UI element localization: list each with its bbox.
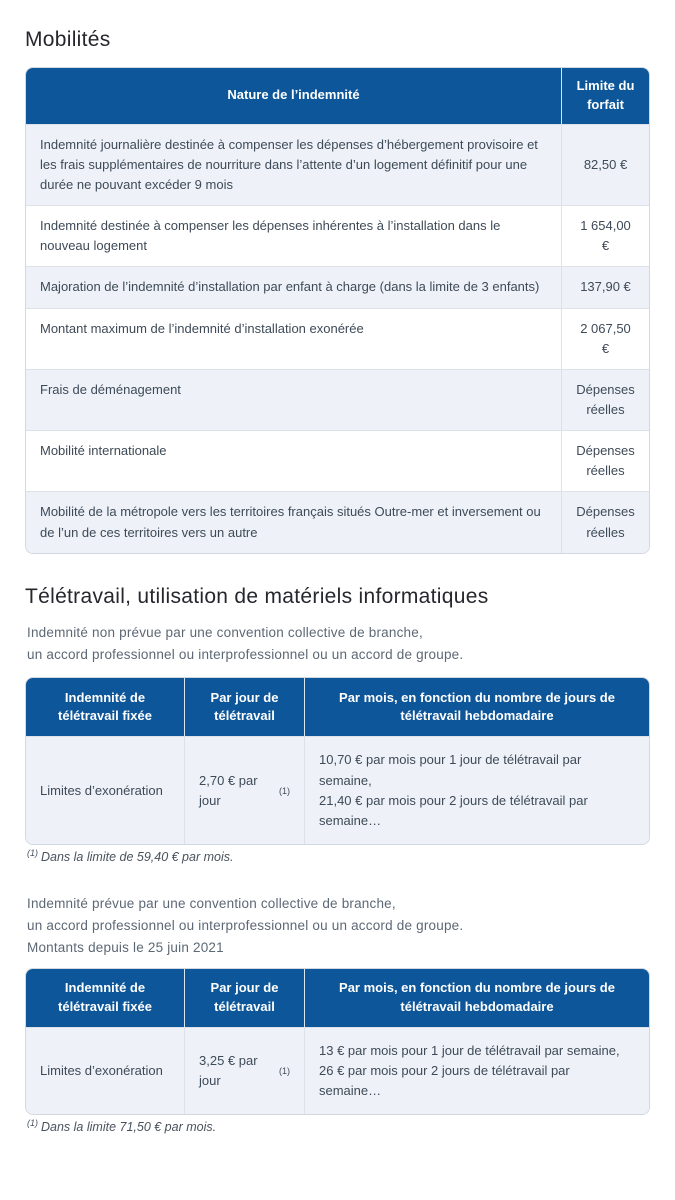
row-label: Montant maximum de l’indemnité d’installation exonérée (40, 320, 364, 336)
per-month-line: 26 € par mois pour 2 jours de télétravail par semaine… (319, 1062, 570, 1098)
footnote-superscript: (1) (27, 847, 38, 858)
row-value: 137,90 € (561, 267, 649, 307)
row-per-day: 3,25 € par jour (1) (184, 1028, 304, 1114)
table-row (26, 1027, 649, 1114)
row-per-day: 2,70 € par jour (1) (184, 737, 304, 844)
footnote-non-prevue (27, 847, 650, 864)
table-row (26, 266, 649, 307)
row-label: Mobilité de la métropole vers les territoires français situés Outre-mer et inversement ou de l’un de ces territoires vers un autre (40, 504, 541, 540)
footnote-text: Dans la limite 71,50 € par mois. (41, 1119, 217, 1134)
per-month-line: 21,40 € par mois pour 2 jours de télétravail par semaine… (319, 792, 588, 828)
header-cell-par-jour: Par jour de télétravail (184, 678, 304, 736)
paragraph-line: un accord professionnel ou interprofessionnel ou un accord de groupe. (27, 646, 464, 662)
row-per-month (304, 1028, 649, 1114)
footnote-text: Dans la limite de 59,40 € par mois. (41, 849, 234, 864)
row-label: Majoration de l’indemnité d’installation par enfant à charge (dans la limite de 3 enfants) (40, 279, 540, 295)
intro-non-prevue (27, 622, 650, 666)
teletravail-table-non-prevue (25, 677, 650, 845)
row-value: Dépenses réelles (561, 370, 649, 430)
row-value: Dépenses réelles (561, 492, 649, 552)
table-row (26, 736, 649, 844)
row-label: Limites d’exonération (40, 1062, 163, 1078)
row-value: Dépenses réelles (561, 431, 649, 491)
row-label: Indemnité journalière destinée à compenser les dépenses d’hébergement provisoire et les frais supplémentaires de nourriture dans l’attente d’un logement définitif pour une durée ne pouvant excéder 9 mois (40, 136, 538, 192)
mobilites-title: Mobilités (25, 28, 111, 51)
table-row (26, 124, 649, 205)
header-cell-indemnite-fixee: Indemnité de télétravail fixée (58, 979, 152, 1014)
row-per-month (304, 737, 649, 844)
per-month-line: 13 € par mois pour 1 jour de télétravail par semaine, (319, 1042, 620, 1058)
table-header-row (26, 678, 649, 736)
row-label: Mobilité internationale (40, 443, 167, 459)
per-day-amount: 3,25 € par jour (199, 1052, 258, 1088)
teletravail-title: Télétravail, utilisation de matériels informatiques (25, 584, 489, 608)
row-value: 1 654,00 € (561, 206, 649, 266)
table-row (26, 430, 649, 491)
table-header-row (26, 969, 649, 1027)
table-row (26, 369, 649, 430)
header-cell-nature-indemnite: Nature de l’indemnité (227, 87, 360, 103)
table-row (26, 491, 649, 552)
paragraph-line: Indemnité prévue par une convention collective de branche, (27, 895, 396, 911)
paragraph-line: Indemnité non prévue par une convention collective de branche, (27, 624, 423, 640)
paragraph-line: Montants depuis le 25 juin 2021 (27, 939, 224, 955)
row-label: Limites d’exonération (40, 782, 163, 798)
header-cell-limite-forfait: Limite du forfait (561, 68, 649, 124)
row-value: 82,50 € (561, 125, 649, 205)
header-cell-par-jour: Par jour de télétravail (184, 969, 304, 1027)
per-day-amount: 2,70 € par jour (199, 772, 258, 808)
table-row (26, 205, 649, 266)
row-value: 2 067,50 € (561, 309, 649, 369)
mobilites-table-header-row (26, 68, 649, 124)
row-label: Indemnité destinée à compenser les dépenses inhérentes à l’installation dans le nouveau logement (40, 218, 501, 254)
intro-prevue (27, 893, 650, 959)
mobilites-table (25, 67, 650, 554)
per-month-line: 10,70 € par mois pour 1 jour de télétravail par semaine, (319, 752, 582, 788)
header-cell-par-mois: Par mois, en fonction du nombre de jours de télétravail hebdomadaire (304, 678, 649, 736)
paragraph-line: un accord professionnel ou interprofessionnel ou un accord de groupe. (27, 917, 464, 933)
footnote-prevue (27, 1117, 650, 1134)
header-cell-indemnite-fixee: Indemnité de télétravail fixée (58, 689, 152, 724)
row-label: Frais de déménagement (40, 381, 181, 397)
footnote-superscript: (1) (27, 1117, 38, 1128)
table-row (26, 308, 649, 369)
teletravail-table-prevue (25, 968, 650, 1115)
header-cell-par-mois: Par mois, en fonction du nombre de jours de télétravail hebdomadaire (304, 969, 649, 1027)
